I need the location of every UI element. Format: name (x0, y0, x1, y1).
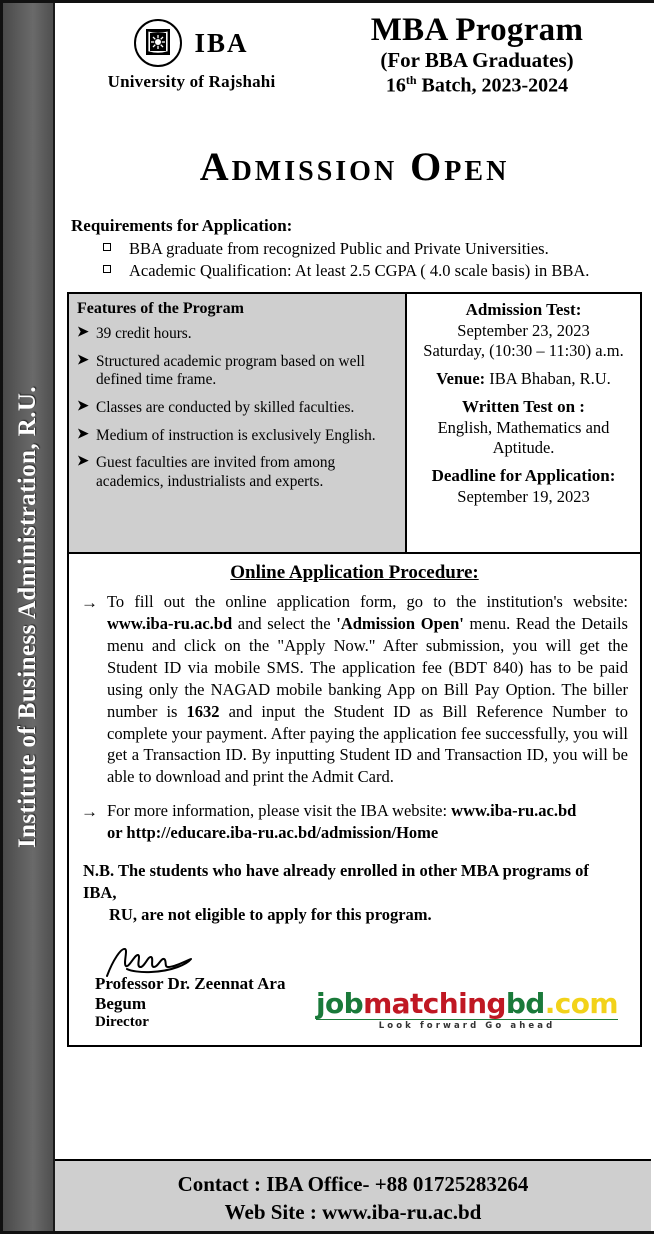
list-item (77, 399, 397, 418)
batch-years: Batch, 2023-2024 (416, 74, 569, 97)
written-test-subjects-line1: English, Mathematics and (437, 417, 610, 437)
vertical-institute-band (3, 3, 55, 1231)
program-title: MBA Program (370, 12, 584, 48)
venue-value: IBA Bhaban, R.U. (485, 368, 611, 388)
proc2-seg1: For more information, please visit the IBA website: (107, 801, 452, 821)
arrow-bullet-icon: ➤ (77, 454, 89, 470)
poster-content (55, 3, 654, 1231)
written-test-label: Written Test on : (462, 396, 585, 416)
square-bullet-icon (103, 265, 111, 273)
admission-test-date: September 23, 2023 (457, 320, 590, 340)
proc1-seg1: To fill out the online application form, go to the institution's website: (107, 591, 628, 611)
admission-test-block (413, 300, 634, 361)
list-item (77, 353, 397, 390)
proc1-seg3: menu. Read the Details menu and click on the "Apply Now." After submission, you will get the Student ID via mobile SMS. The application fee (BDT 840) has to be paid using only the NAGAD mobile banking App on Bill Pay Option. The biller number is (107, 613, 628, 721)
proc1-seg2: and select the (232, 613, 337, 633)
program-subtitle: (For BBA Graduates) (380, 48, 574, 73)
batch-number: 16 (385, 74, 406, 97)
institute-abbr: IBA (194, 27, 249, 58)
venue-line (413, 369, 634, 389)
arrow-bullet-icon: ➤ (77, 324, 89, 340)
feature-text: Classes are conducted by skilled faculties. (96, 398, 355, 416)
square-bullet-icon (103, 243, 111, 251)
procedure-item-2-text (107, 800, 628, 844)
institute-brand (69, 11, 314, 92)
arrow-bullet-icon: ➤ (77, 426, 89, 442)
procedure-item-1-text (107, 591, 628, 788)
note-line-1: N.B. The students who have already enrolled in other MBA programs of IBA, (83, 861, 589, 903)
deadline-block (413, 466, 634, 507)
director-role: Director (95, 1014, 149, 1030)
admission-test-label: Admission Test: (465, 299, 582, 319)
proc1-biller-number: 1632 (186, 701, 220, 721)
list-item (77, 454, 397, 491)
contact-line: Contact : IBA Office- +88 01725283264 (177, 1172, 529, 1196)
features-panel (69, 294, 407, 552)
procedure-item-2 (81, 800, 628, 844)
footer-contact-bar (55, 1159, 651, 1231)
book-sun-emblem-icon (134, 19, 182, 67)
poster-header (65, 3, 644, 121)
proc2-alt-url: or http://educare.iba-ru.ac.bd/admission/Home (107, 823, 439, 843)
procedure-item-1 (81, 591, 628, 788)
wm-matching: matching (363, 987, 506, 1020)
brand-row (69, 19, 314, 67)
features-list (77, 325, 397, 492)
requirement-text: BBA graduate from recognized Public and Private Universities. (129, 239, 549, 258)
features-title: Features of the Program (77, 299, 244, 317)
list-item (103, 260, 638, 282)
vertical-institute-text: Institute of Business Administration, R.U. (14, 385, 41, 849)
arrow-bullet-icon: ➤ (77, 398, 89, 414)
written-test-subjects-line2: Aptitude. (492, 437, 555, 457)
proc2-website: www.iba-ru.ac.bd (451, 801, 577, 821)
list-item (77, 427, 397, 446)
wm-job: job (316, 987, 364, 1020)
admission-test-time: Saturday, (10:30 – 11:30) a.m. (423, 340, 624, 360)
watermark-logo (316, 987, 622, 1031)
written-test-block (413, 397, 634, 458)
arrow-icon: → (81, 802, 98, 822)
arrow-bullet-icon: ➤ (77, 352, 89, 368)
feature-text: Medium of instruction is exclusively English. (96, 426, 376, 444)
requirement-text: Academic Qualification: At least 2.5 CGPA ( 4.0 scale basis) in BBA. (129, 260, 590, 280)
admission-open-banner: Admission Open (199, 144, 510, 189)
watermark-wordmark (316, 987, 618, 1020)
feature-text: Structured academic program based on well defined time frame. (96, 352, 365, 389)
procedure-title: Online Application Procedure: (230, 561, 479, 583)
wm-bd: bd (505, 987, 545, 1020)
feature-text: Guest faculties are invited from among academics, industrialists and experts. (96, 454, 336, 490)
requirements-section (65, 216, 644, 282)
note-block (81, 856, 628, 926)
requirements-title: Requirements for Application: (71, 216, 293, 235)
proc1-seg4: and input the Student ID as Bill Reference Number to complete your payment. After paying the application fee successfully, you will get a Transaction ID. By inputting Student ID and Transaction ID, you will be able to download and print the Admit Card. (107, 701, 628, 787)
program-heading (314, 11, 640, 98)
wm-com: .com (544, 987, 618, 1020)
deadline-value: September 19, 2023 (457, 486, 590, 506)
note-line-2: RU, are not eligible to apply for this program. (109, 905, 432, 925)
watermark-tagline: Look forward Go ahead (316, 1019, 618, 1031)
application-procedure-section (67, 554, 642, 1047)
venue-block (413, 369, 634, 389)
website-line: Web Site : www.iba-ru.ac.bd (224, 1200, 482, 1225)
batch-ordinal-suffix: th (405, 72, 417, 87)
signature-left (85, 940, 316, 1031)
director-name: Professor Dr. Zeennat Ara Begum (95, 974, 286, 1013)
list-item (77, 325, 397, 344)
program-batch (314, 74, 640, 98)
feature-text: 39 credit hours. (96, 324, 192, 342)
program-details-box (67, 292, 642, 554)
test-info-panel (407, 294, 640, 552)
signature-area (81, 926, 628, 1035)
university-name: University of Rajshahi (107, 72, 276, 91)
deadline-label: Deadline for Application: (431, 465, 616, 485)
proc1-menu-name: 'Admission Open' (336, 613, 464, 633)
venue-label: Venue: (436, 368, 486, 388)
proc1-website: www.iba-ru.ac.bd (107, 613, 233, 633)
arrow-icon: → (81, 592, 98, 612)
handwritten-signature-icon (95, 940, 316, 978)
list-item (103, 238, 638, 260)
requirements-list (71, 238, 638, 282)
